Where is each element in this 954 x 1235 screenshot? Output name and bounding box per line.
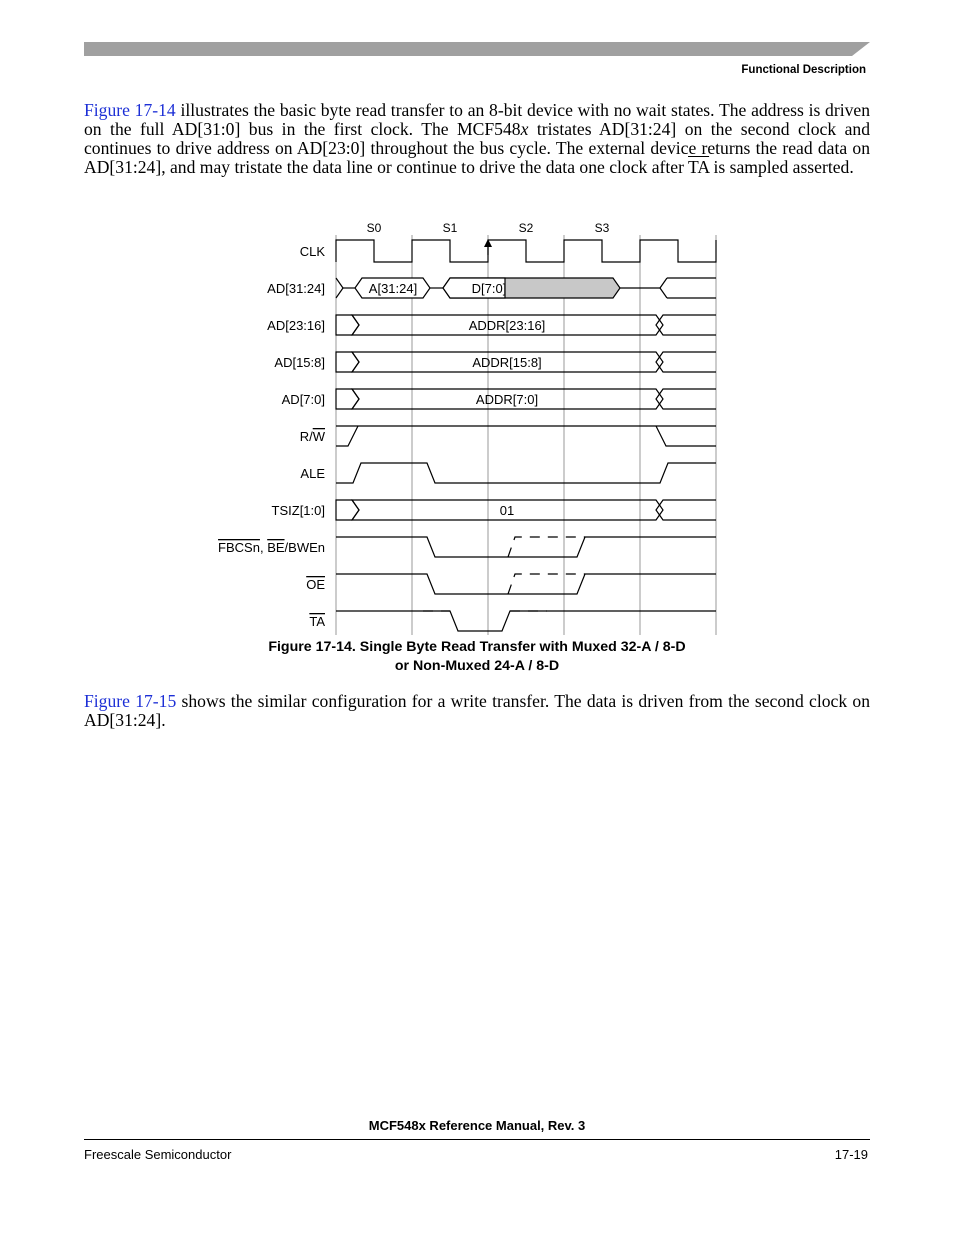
value-d7-0: D[7:0] <box>471 281 507 296</box>
state-label-s3: S3 <box>594 221 610 235</box>
rw-waveform-low <box>336 426 358 446</box>
paragraph-text: is sampled asserted. <box>709 157 854 177</box>
ad23-16-bus <box>336 315 359 335</box>
fbcs-waveform <box>336 537 716 557</box>
footer-manual-title: MCF548x Reference Manual, Rev. 3 <box>368 1118 586 1133</box>
value-tsiz: 01 <box>499 503 515 518</box>
paragraph-text: illustrates the basic byte read transfer to an 8-bit device with no wait states. The address is driven on the full AD[31:0] bus in the first clock. The MCF548 <box>84 100 870 139</box>
paragraph-text: shows the similar configuration for a write transfer. The data is driven from the second clock on AD[31:24]. <box>84 691 870 730</box>
ad15-8-bus-end <box>656 352 716 372</box>
state-label-s0: S0 <box>366 221 382 235</box>
clk-waveform <box>336 240 716 262</box>
state-label-s2: S2 <box>518 221 534 235</box>
header-bar <box>84 42 870 56</box>
section-title: Functional Description <box>741 64 866 76</box>
paragraph-write-transfer <box>84 692 870 730</box>
figure-caption-line2: or Non-Muxed 24-A / 8-D <box>394 658 560 674</box>
paragraph-intro <box>84 101 870 177</box>
footer-divider <box>84 1139 870 1140</box>
signal-label-rw: R/W <box>299 429 325 444</box>
signal-label-ta: TA <box>309 614 325 629</box>
rw-waveform-end <box>656 426 716 446</box>
value-addr7-0: ADDR[7:0] <box>475 392 539 407</box>
ad15-8-bus <box>336 352 359 372</box>
figure-caption-line1: Figure 17-14. Single Byte Read Transfer with Muxed 32-A / 8-D <box>268 639 686 655</box>
timing-diagram <box>195 215 755 640</box>
figure-17-14-link[interactable]: Figure 17-14 <box>84 100 176 120</box>
signal-label-fbcs-be: FBCSn, BE/BWEn <box>218 540 325 555</box>
signal-label-tsiz: TSIZ[1:0] <box>271 503 325 518</box>
signal-label-ad7-0: AD[7:0] <box>281 392 325 407</box>
state-label-s1: S1 <box>442 221 458 235</box>
signal-label-ad31-24: AD[31:24] <box>267 281 325 296</box>
signal-label-ale: ALE <box>300 466 325 481</box>
footer-page-number: 17-19 <box>834 1147 868 1162</box>
figure-17-15-link[interactable]: Figure 17-15 <box>84 691 177 711</box>
ta-waveform <box>336 611 716 631</box>
footer-company: Freescale Semiconductor <box>84 1147 232 1162</box>
value-addr23-16: ADDR[23:16] <box>468 318 546 333</box>
ta-overline-text: $\overline{TA}$ <box>688 157 710 177</box>
ad7-0-bus-end <box>656 389 716 409</box>
ale-waveform <box>336 463 716 483</box>
oe-waveform-dashed <box>508 574 585 594</box>
paragraph-italic-x: x <box>520 119 529 139</box>
signal-label-clk: CLK <box>299 244 325 259</box>
value-a31-24: A[31:24] <box>368 281 418 296</box>
tsiz-bus-end <box>656 500 716 520</box>
paragraph-text: tristates AD[31:24] on the second clock and continues to drive address on AD[23:0] throughout the bus cycle. The external device returns the read data on AD[31:24], and may tristate the data line or continue to drive the data one clock after <box>84 119 870 177</box>
oe-waveform <box>336 574 716 594</box>
signal-label-ad15-8: AD[15:8] <box>274 355 325 370</box>
signal-label-ad23-16: AD[23:16] <box>267 318 325 333</box>
value-addr15-8: ADDR[15:8] <box>472 355 542 370</box>
ad7-0-bus <box>336 389 359 409</box>
signal-label-oe: OE <box>306 577 325 592</box>
figure-caption <box>84 638 870 676</box>
ad23-16-bus-end <box>656 315 716 335</box>
fbcs-waveform-dashed <box>508 537 585 557</box>
tsiz-bus <box>336 500 359 520</box>
